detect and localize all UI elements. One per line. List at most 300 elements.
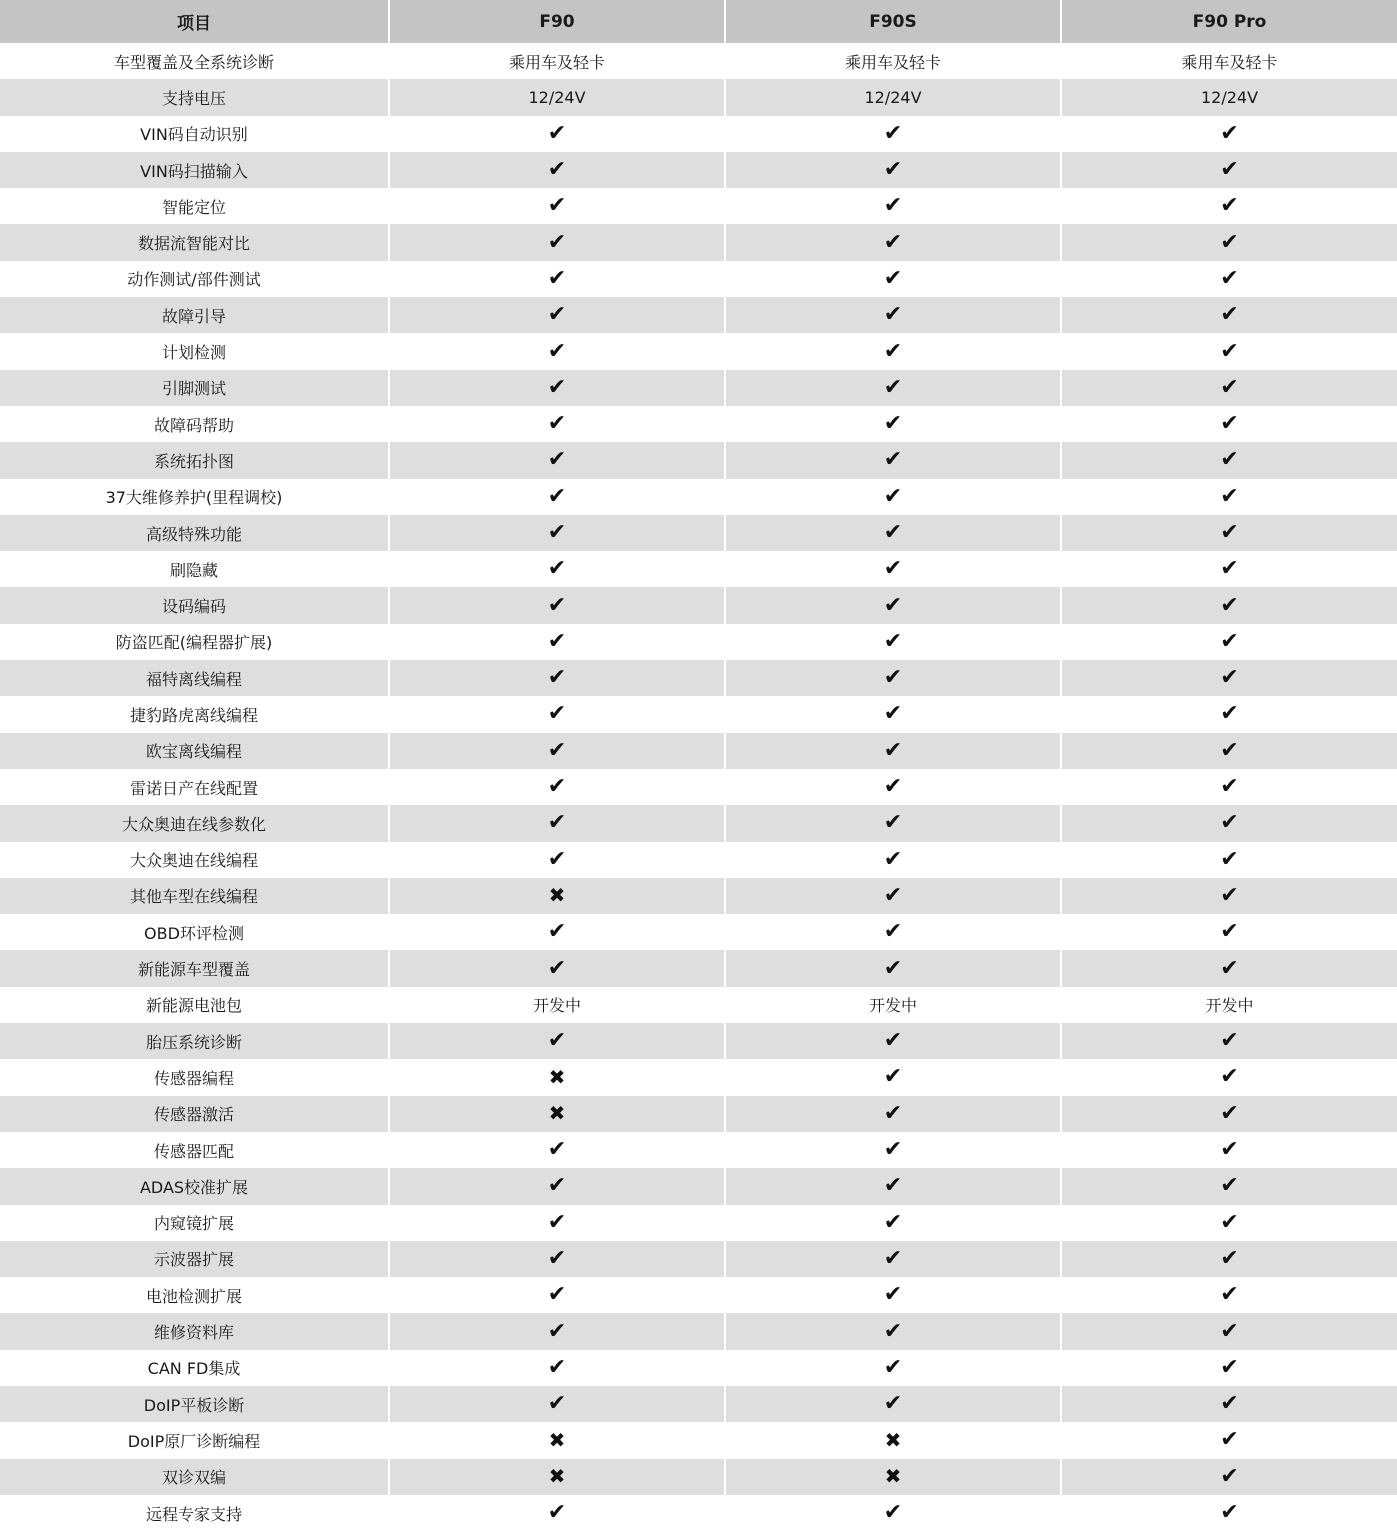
cell-f90-pro xyxy=(1061,1241,1397,1277)
check-icon: ✔ xyxy=(1220,628,1239,654)
check-icon: ✔ xyxy=(1220,338,1239,364)
cell-f90-pro xyxy=(1061,479,1397,515)
check-icon: ✔ xyxy=(1220,520,1239,545)
cell-f90-pro xyxy=(1061,914,1397,950)
cell-f90-pro xyxy=(1061,1059,1397,1095)
check-icon: ✔ xyxy=(1220,1463,1239,1489)
check-icon: ✔ xyxy=(883,1500,903,1526)
header-item: 项目 xyxy=(0,0,389,43)
check-icon: ✔ xyxy=(883,1354,903,1380)
row-item-label: 远程专家支持 xyxy=(0,1495,389,1531)
table-header xyxy=(0,0,1397,43)
check-icon: ✔ xyxy=(1220,1391,1239,1417)
cell-f90s xyxy=(725,587,1061,623)
check-icon: ✔ xyxy=(883,1209,903,1235)
cell-f90 xyxy=(389,261,725,297)
check-icon: ✔ xyxy=(547,1391,567,1417)
row-item-label: 内窥镜扩展 xyxy=(0,1205,389,1241)
check-icon: ✔ xyxy=(1220,774,1239,800)
check-icon: ✔ xyxy=(883,447,903,473)
cell-f90s-text: 乘用车及轻卡 xyxy=(725,43,1061,79)
cell-f90-pro xyxy=(1061,1313,1397,1349)
cell-f90 xyxy=(389,805,725,841)
cell-f90s xyxy=(725,805,1061,841)
row-item-label: 故障码帮助 xyxy=(0,406,389,442)
row-item-label: 电池检测扩展 xyxy=(0,1277,389,1313)
table-row xyxy=(0,1313,1397,1349)
row-item-label: 支持电压 xyxy=(0,79,389,115)
cell-f90-pro xyxy=(1061,1096,1397,1132)
check-icon: ✔ xyxy=(547,193,567,219)
check-icon: ✔ xyxy=(1220,374,1239,400)
cell-f90 xyxy=(389,769,725,805)
table-row xyxy=(0,624,1397,660)
check-icon: ✔ xyxy=(883,120,903,146)
cell-f90-pro xyxy=(1061,515,1397,551)
table-row xyxy=(0,587,1397,623)
check-icon: ✔ xyxy=(883,411,903,437)
cell-f90s xyxy=(725,660,1061,696)
check-icon: ✔ xyxy=(547,592,567,618)
check-icon: ✔ xyxy=(1220,1500,1239,1526)
cell-f90s xyxy=(725,1386,1061,1422)
check-icon: ✔ xyxy=(1220,1100,1239,1126)
cell-f90 xyxy=(389,660,725,696)
cell-f90 xyxy=(389,333,725,369)
check-icon: ✔ xyxy=(883,1028,903,1054)
table-row xyxy=(0,1277,1397,1313)
check-icon: ✔ xyxy=(1220,193,1239,219)
check-icon: ✔ xyxy=(883,338,903,364)
row-item-label: 设码编码 xyxy=(0,587,389,623)
check-icon: ✔ xyxy=(1220,1354,1239,1380)
check-icon: ✔ xyxy=(883,556,903,582)
check-icon: ✔ xyxy=(547,810,567,836)
table-row xyxy=(0,660,1397,696)
row-item-label: 捷豹路虎离线编程 xyxy=(0,696,389,732)
check-icon: ✔ xyxy=(547,1500,567,1526)
table-row xyxy=(0,1459,1397,1495)
row-item-label: 双诊双编 xyxy=(0,1459,389,1495)
table-row xyxy=(0,1059,1397,1095)
cell-f90-pro xyxy=(1061,224,1397,260)
table-row xyxy=(0,1241,1397,1277)
check-icon: ✔ xyxy=(547,447,567,473)
check-icon: ✔ xyxy=(1220,556,1239,582)
cell-f90-pro xyxy=(1061,333,1397,369)
cross-icon: ✖ xyxy=(548,883,566,908)
table-row xyxy=(0,805,1397,841)
check-icon: ✔ xyxy=(883,1391,903,1417)
cell-f90s xyxy=(725,551,1061,587)
check-icon: ✔ xyxy=(547,1209,567,1235)
cell-f90s xyxy=(725,370,1061,406)
cell-f90 xyxy=(389,950,725,986)
row-item-label: 雷诺日产在线配置 xyxy=(0,769,389,805)
check-icon: ✔ xyxy=(1220,302,1239,328)
check-icon: ✔ xyxy=(883,1282,903,1308)
check-icon: ✔ xyxy=(547,120,567,146)
cell-f90 xyxy=(389,370,725,406)
cross-icon: ✖ xyxy=(548,1101,566,1126)
cell-f90s xyxy=(725,479,1061,515)
cell-f90s xyxy=(725,406,1061,442)
check-icon: ✔ xyxy=(547,774,567,800)
cell-f90-pro xyxy=(1061,660,1397,696)
cell-f90-pro-text: 12/24V xyxy=(1061,79,1397,115)
cell-f90s xyxy=(725,624,1061,660)
check-icon: ✔ xyxy=(547,1282,567,1308)
check-icon: ✔ xyxy=(547,665,567,691)
header-f90: F90 xyxy=(389,0,725,43)
check-icon: ✔ xyxy=(547,265,567,291)
cell-f90-pro xyxy=(1061,805,1397,841)
cell-f90 xyxy=(389,696,725,732)
check-icon: ✔ xyxy=(1220,882,1239,908)
check-icon: ✔ xyxy=(883,1100,903,1126)
cell-f90s xyxy=(725,842,1061,878)
cell-f90 xyxy=(389,297,725,333)
cell-f90s xyxy=(725,1350,1061,1386)
table-row xyxy=(0,1386,1397,1422)
cell-f90s xyxy=(725,1096,1061,1132)
cell-f90-pro xyxy=(1061,1023,1397,1059)
check-icon: ✔ xyxy=(1220,955,1239,981)
table-row xyxy=(0,1495,1397,1531)
row-item-label: 系统拓扑图 xyxy=(0,442,389,478)
check-icon: ✔ xyxy=(547,1137,567,1163)
cell-f90s xyxy=(725,515,1061,551)
cross-icon: ✖ xyxy=(548,1464,566,1489)
row-item-label: 新能源电池包 xyxy=(0,987,389,1023)
row-item-label: 维修资料库 xyxy=(0,1313,389,1349)
check-icon: ✔ xyxy=(1220,120,1239,146)
check-icon: ✔ xyxy=(547,701,567,727)
row-item-label: 新能源车型覆盖 xyxy=(0,950,389,986)
check-icon: ✔ xyxy=(1220,265,1239,291)
cell-f90-pro xyxy=(1061,1386,1397,1422)
table-row xyxy=(0,152,1397,188)
check-icon: ✔ xyxy=(547,556,567,582)
row-item-label: 37大维修养护(里程调校) xyxy=(0,479,389,515)
cell-f90 xyxy=(389,1350,725,1386)
cell-f90-pro-text: 开发中 xyxy=(1061,987,1397,1023)
check-icon: ✔ xyxy=(1220,1173,1239,1199)
table-row xyxy=(0,1023,1397,1059)
cell-f90s xyxy=(725,116,1061,152)
cell-f90 xyxy=(389,224,725,260)
cell-f90s xyxy=(725,1422,1061,1458)
cell-f90 xyxy=(389,1459,725,1495)
cross-icon: ✖ xyxy=(548,1427,566,1452)
row-item-label: DoIP平板诊断 xyxy=(0,1386,389,1422)
table-row xyxy=(0,769,1397,805)
cell-f90-pro xyxy=(1061,370,1397,406)
cross-icon: ✖ xyxy=(548,1064,566,1089)
table-row xyxy=(0,406,1397,442)
cell-f90-pro xyxy=(1061,1422,1397,1458)
table-row xyxy=(0,370,1397,406)
cell-f90 xyxy=(389,116,725,152)
check-icon: ✔ xyxy=(1220,846,1239,872)
table-row xyxy=(0,1205,1397,1241)
check-icon: ✔ xyxy=(1220,701,1239,727)
cell-f90 xyxy=(389,152,725,188)
cell-f90-pro xyxy=(1061,152,1397,188)
cell-f90s-text: 开发中 xyxy=(725,987,1061,1023)
check-icon: ✔ xyxy=(883,483,903,509)
row-item-label: 胎压系统诊断 xyxy=(0,1023,389,1059)
cell-f90 xyxy=(389,914,725,950)
check-icon: ✔ xyxy=(547,520,567,545)
row-item-label: 刷隐藏 xyxy=(0,551,389,587)
check-icon: ✔ xyxy=(547,1318,567,1344)
cell-f90 xyxy=(389,479,725,515)
check-icon: ✔ xyxy=(1220,1282,1239,1308)
cell-f90-pro xyxy=(1061,1495,1397,1531)
row-item-label: 大众奥迪在线编程 xyxy=(0,842,389,878)
cell-f90s xyxy=(725,1313,1061,1349)
check-icon: ✔ xyxy=(883,665,903,691)
check-icon: ✔ xyxy=(1220,157,1239,183)
cell-f90s xyxy=(725,878,1061,914)
cell-f90-pro-text: 乘用车及轻卡 xyxy=(1061,43,1397,79)
row-item-label: 示波器扩展 xyxy=(0,1241,389,1277)
cell-f90 xyxy=(389,1168,725,1204)
cell-f90-pro xyxy=(1061,1205,1397,1241)
check-icon: ✔ xyxy=(547,157,567,183)
check-icon: ✔ xyxy=(547,302,567,328)
check-icon: ✔ xyxy=(883,1245,903,1271)
table-row xyxy=(0,479,1397,515)
cell-f90 xyxy=(389,1241,725,1277)
cell-f90s xyxy=(725,1459,1061,1495)
cell-f90s xyxy=(725,224,1061,260)
table-row xyxy=(0,1422,1397,1458)
check-icon: ✔ xyxy=(883,1064,903,1090)
check-icon: ✔ xyxy=(547,1028,567,1054)
check-icon: ✔ xyxy=(883,810,903,836)
check-icon: ✔ xyxy=(547,628,567,654)
cell-f90-pro xyxy=(1061,297,1397,333)
check-icon: ✔ xyxy=(883,1318,903,1344)
cell-f90 xyxy=(389,1205,725,1241)
row-item-label: 福特离线编程 xyxy=(0,660,389,696)
cell-f90 xyxy=(389,878,725,914)
table-row xyxy=(0,551,1397,587)
row-item-label: 欧宝离线编程 xyxy=(0,733,389,769)
cell-f90s xyxy=(725,733,1061,769)
row-item-label: 高级特殊功能 xyxy=(0,515,389,551)
check-icon: ✔ xyxy=(1220,1028,1239,1054)
table-row xyxy=(0,224,1397,260)
row-item-label: 智能定位 xyxy=(0,188,389,224)
check-icon: ✔ xyxy=(547,338,567,364)
check-icon: ✔ xyxy=(883,774,903,800)
check-icon: ✔ xyxy=(1220,411,1239,437)
check-icon: ✔ xyxy=(547,1173,567,1199)
header-f90-pro: F90 Pro xyxy=(1061,0,1397,43)
check-icon: ✔ xyxy=(1220,1245,1239,1271)
cell-f90s xyxy=(725,1132,1061,1168)
cell-f90-pro xyxy=(1061,587,1397,623)
row-item-label: CAN FD集成 xyxy=(0,1350,389,1386)
check-icon: ✔ xyxy=(883,882,903,908)
cell-f90s xyxy=(725,1241,1061,1277)
cell-f90-pro xyxy=(1061,733,1397,769)
cell-f90 xyxy=(389,1422,725,1458)
check-icon: ✔ xyxy=(547,229,567,255)
check-icon: ✔ xyxy=(883,302,903,328)
row-item-label: VIN码扫描输入 xyxy=(0,152,389,188)
check-icon: ✔ xyxy=(547,846,567,872)
table-row xyxy=(0,1096,1397,1132)
cell-f90s xyxy=(725,769,1061,805)
cell-f90s xyxy=(725,1495,1061,1531)
check-icon: ✔ xyxy=(547,483,567,509)
check-icon: ✔ xyxy=(1220,483,1239,509)
table-row xyxy=(0,878,1397,914)
check-icon: ✔ xyxy=(547,955,567,981)
cell-f90-pro xyxy=(1061,1168,1397,1204)
row-item-label: ADAS校准扩展 xyxy=(0,1168,389,1204)
cell-f90s xyxy=(725,1168,1061,1204)
cell-f90 xyxy=(389,1023,725,1059)
row-item-label: DoIP原厂诊断编程 xyxy=(0,1422,389,1458)
table-row xyxy=(0,79,1397,115)
check-icon: ✔ xyxy=(883,157,903,183)
cell-f90-text: 乘用车及轻卡 xyxy=(389,43,725,79)
cell-f90 xyxy=(389,1277,725,1313)
header-f90s: F90S xyxy=(725,0,1061,43)
cell-f90-pro xyxy=(1061,188,1397,224)
check-icon: ✔ xyxy=(547,1245,567,1271)
row-item-label: 大众奥迪在线参数化 xyxy=(0,805,389,841)
table-row xyxy=(0,1132,1397,1168)
cell-f90s xyxy=(725,261,1061,297)
table-body xyxy=(0,43,1397,1531)
cross-icon: ✖ xyxy=(884,1427,902,1452)
check-icon: ✔ xyxy=(883,955,903,981)
cell-f90-pro xyxy=(1061,261,1397,297)
row-item-label: VIN码自动识别 xyxy=(0,116,389,152)
row-item-label: 传感器编程 xyxy=(0,1059,389,1095)
table-row xyxy=(0,842,1397,878)
row-item-label: 传感器激活 xyxy=(0,1096,389,1132)
cell-f90-text: 开发中 xyxy=(389,987,725,1023)
cell-f90s xyxy=(725,696,1061,732)
check-icon: ✔ xyxy=(547,1354,567,1380)
table-row xyxy=(0,914,1397,950)
check-icon: ✔ xyxy=(883,628,903,654)
check-icon: ✔ xyxy=(883,374,903,400)
cell-f90 xyxy=(389,515,725,551)
cell-f90 xyxy=(389,1495,725,1531)
cell-f90 xyxy=(389,1386,725,1422)
cell-f90 xyxy=(389,1096,725,1132)
check-icon: ✔ xyxy=(883,265,903,291)
cell-f90s xyxy=(725,1277,1061,1313)
check-icon: ✔ xyxy=(1220,1318,1239,1344)
check-icon: ✔ xyxy=(883,229,903,255)
cell-f90 xyxy=(389,1059,725,1095)
cell-f90 xyxy=(389,188,725,224)
row-item-label: 数据流智能对比 xyxy=(0,224,389,260)
check-icon: ✔ xyxy=(1220,665,1239,691)
table-row xyxy=(0,987,1397,1023)
row-item-label: 计划检测 xyxy=(0,333,389,369)
check-icon: ✔ xyxy=(1220,1209,1239,1235)
check-icon: ✔ xyxy=(547,919,567,945)
table-row xyxy=(0,333,1397,369)
check-icon: ✔ xyxy=(1220,447,1239,473)
row-item-label: 其他车型在线编程 xyxy=(0,878,389,914)
check-icon: ✔ xyxy=(1220,1427,1239,1453)
cell-f90-pro xyxy=(1061,624,1397,660)
cell-f90 xyxy=(389,1132,725,1168)
cell-f90 xyxy=(389,1313,725,1349)
cell-f90 xyxy=(389,551,725,587)
check-icon: ✔ xyxy=(883,520,903,545)
cell-f90-pro xyxy=(1061,1350,1397,1386)
check-icon: ✔ xyxy=(1220,229,1239,255)
check-icon: ✔ xyxy=(883,592,903,618)
check-icon: ✔ xyxy=(883,737,903,763)
cell-f90 xyxy=(389,842,725,878)
table-row xyxy=(0,188,1397,224)
cell-f90s xyxy=(725,1059,1061,1095)
check-icon: ✔ xyxy=(1220,1064,1239,1090)
table-row xyxy=(0,116,1397,152)
check-icon: ✔ xyxy=(883,1173,903,1199)
cell-f90-pro xyxy=(1061,442,1397,478)
cell-f90-pro xyxy=(1061,1132,1397,1168)
cell-f90-pro xyxy=(1061,1459,1397,1495)
cell-f90 xyxy=(389,587,725,623)
cell-f90-pro xyxy=(1061,950,1397,986)
header-row xyxy=(0,0,1397,43)
check-icon: ✔ xyxy=(883,193,903,219)
cell-f90s xyxy=(725,1205,1061,1241)
cell-f90 xyxy=(389,406,725,442)
cell-f90s xyxy=(725,1023,1061,1059)
table-row xyxy=(0,1350,1397,1386)
table-row xyxy=(0,515,1397,551)
check-icon: ✔ xyxy=(1220,737,1239,763)
check-icon: ✔ xyxy=(1220,1137,1239,1163)
check-icon: ✔ xyxy=(1220,810,1239,836)
cell-f90-pro xyxy=(1061,116,1397,152)
cell-f90s xyxy=(725,442,1061,478)
row-item-label: OBD环评检测 xyxy=(0,914,389,950)
table-row xyxy=(0,442,1397,478)
check-icon: ✔ xyxy=(547,737,567,763)
check-icon: ✔ xyxy=(883,846,903,872)
cell-f90s xyxy=(725,950,1061,986)
cell-f90 xyxy=(389,733,725,769)
cell-f90-pro xyxy=(1061,696,1397,732)
table-row xyxy=(0,297,1397,333)
cell-f90-pro xyxy=(1061,842,1397,878)
table-row xyxy=(0,950,1397,986)
cell-f90s xyxy=(725,914,1061,950)
check-icon: ✔ xyxy=(547,411,567,437)
cell-f90-text: 12/24V xyxy=(389,79,725,115)
cell-f90-pro xyxy=(1061,878,1397,914)
row-item-label: 防盗匹配(编程器扩展) xyxy=(0,624,389,660)
cross-icon: ✖ xyxy=(884,1464,902,1489)
cell-f90-pro xyxy=(1061,1277,1397,1313)
